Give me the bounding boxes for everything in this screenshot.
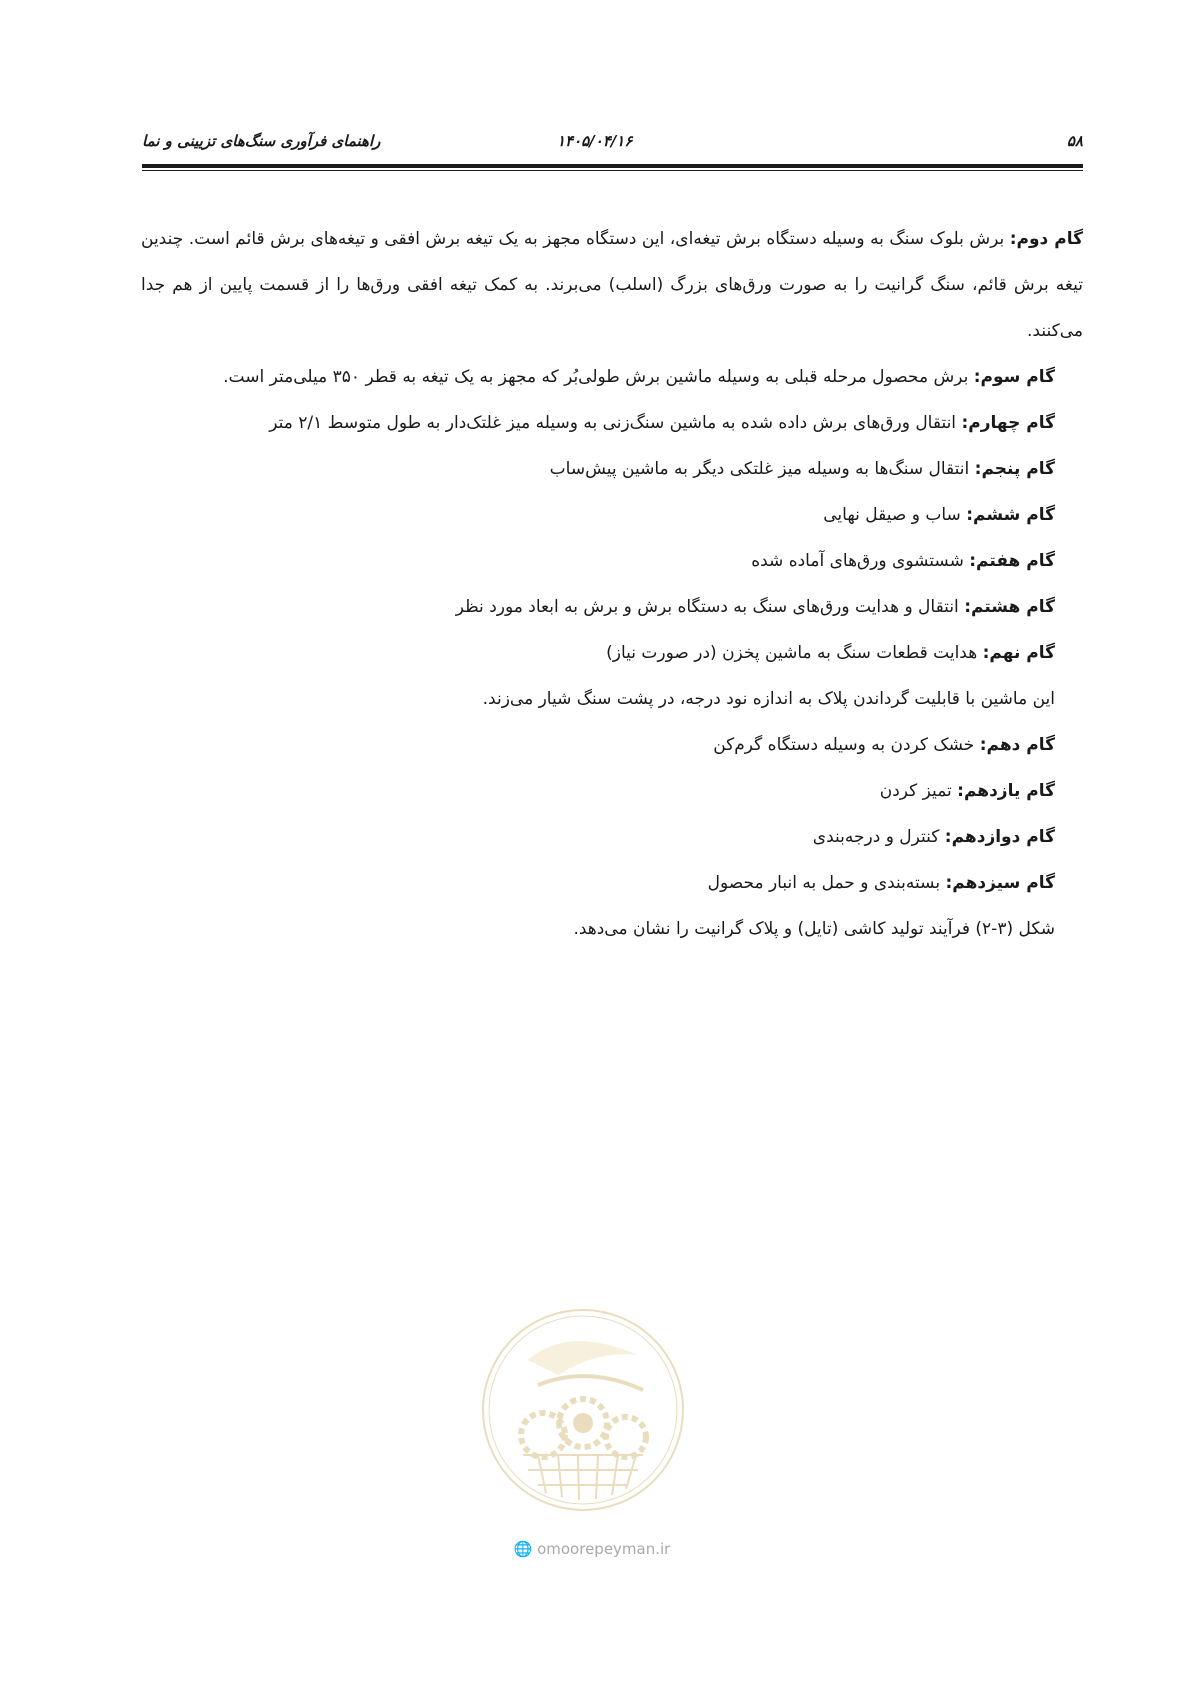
step-label: گام دوازدهم:	[944, 827, 1055, 847]
step-label: گام سیزدهم:	[945, 873, 1055, 893]
step-item	[141, 446, 1083, 492]
step-text: هدایت قطعات سنگ به ماشین پخزن (در صورت نیاز)	[606, 643, 983, 663]
step-text: برش بلوک سنگ به وسیله دستگاه برش تیغه‌ای، این دستگاه مجهز به یک تیغه برش افقی و تیغه‌های برش قائم است. چندین تیغه برش قائم، سنگ گرانیت را به صورت ورق‌های بزرگ (اسلب) می‌برند. به کمک تیغه افقی ورق‌ها را از قسمت پایین از هم جدا می‌کنند.	[141, 229, 1083, 341]
step-item	[141, 492, 1083, 538]
step-item	[141, 630, 1083, 676]
page-header	[142, 118, 1083, 158]
step-item	[141, 538, 1083, 584]
step-item	[141, 814, 1083, 860]
step-label: گام هفتم:	[969, 551, 1055, 571]
step-item	[141, 584, 1083, 630]
header-date: ۱۴۰۵/۰۴/۱۶	[557, 132, 633, 150]
step-2-paragraph	[141, 216, 1083, 354]
step-text: تمیز کردن	[879, 781, 958, 801]
page-number: ۵۸	[1066, 132, 1083, 150]
step-label: گام دوم:	[1009, 229, 1083, 249]
step-text: شستشوی ورق‌های آماده شده	[751, 551, 970, 571]
step-text: انتقال و هدایت ورق‌های سنگ به دستگاه برش و برش به ابعاد مورد نظر	[455, 597, 965, 617]
steps-list-b	[141, 722, 1083, 906]
step-label: گام پنجم:	[974, 459, 1055, 479]
step-text: کنترل و درجه‌بندی	[812, 827, 945, 847]
step-label: گام نهم:	[982, 643, 1055, 663]
step-label: گام هشتم:	[964, 597, 1055, 617]
watermark-site: 🌐 omoorepeyman.ir	[513, 1540, 671, 1558]
header-rule-thin	[142, 170, 1083, 171]
header-rule	[142, 164, 1083, 168]
step-text: خشک کردن به وسیله دستگاه گرم‌کن	[713, 735, 980, 755]
step-text: انتقال ورق‌های برش داده شده به ماشین سنگ‌زنی به وسیله میز غلتک‌دار به طول متوسط ۲/۱ متر	[269, 413, 962, 433]
step-item	[141, 354, 1083, 400]
step-item	[141, 768, 1083, 814]
step-label: گام چهارم:	[961, 413, 1055, 433]
step-text: برش محصول مرحله قبلی به وسیله ماشین برش طولی‌بُر که مجهز به یک تیغه به قطر ۳۵۰ میلی‌متر است.	[223, 367, 974, 387]
step-text: بسته‌بندی و حمل به انبار محصول	[707, 873, 946, 893]
step-label: گام ششم:	[966, 505, 1055, 525]
site-url: omoorepeyman.ir	[537, 1540, 671, 1558]
step-item	[141, 722, 1083, 768]
steps-list-a	[141, 354, 1083, 676]
step-9-note: این ماشین با قابلیت گرداندن پلاک به اندازه نود درجه، در پشت سنگ شیار می‌زند.	[482, 689, 1055, 709]
step-item	[141, 860, 1083, 906]
watermark-logo	[478, 1305, 688, 1515]
step-item	[141, 400, 1083, 446]
step-text: ساب و صیقل نهایی	[823, 505, 967, 525]
step-label: گام یازدهم:	[957, 781, 1055, 801]
book-title: راهنمای فرآوری سنگ‌های تزیینی و نما	[142, 132, 381, 150]
step-label: گام سوم:	[973, 367, 1055, 387]
figure-reference: شکل (۳-۲) فرآیند تولید کاشی (تایل) و پلاک گرانیت را نشان می‌دهد.	[573, 919, 1055, 939]
body-text	[141, 216, 1083, 952]
step-label: گام دهم:	[979, 735, 1055, 755]
step-text: انتقال سنگ‌ها به وسیله میز غلتکی دیگر به ماشین پیش‌ساب	[549, 459, 975, 479]
